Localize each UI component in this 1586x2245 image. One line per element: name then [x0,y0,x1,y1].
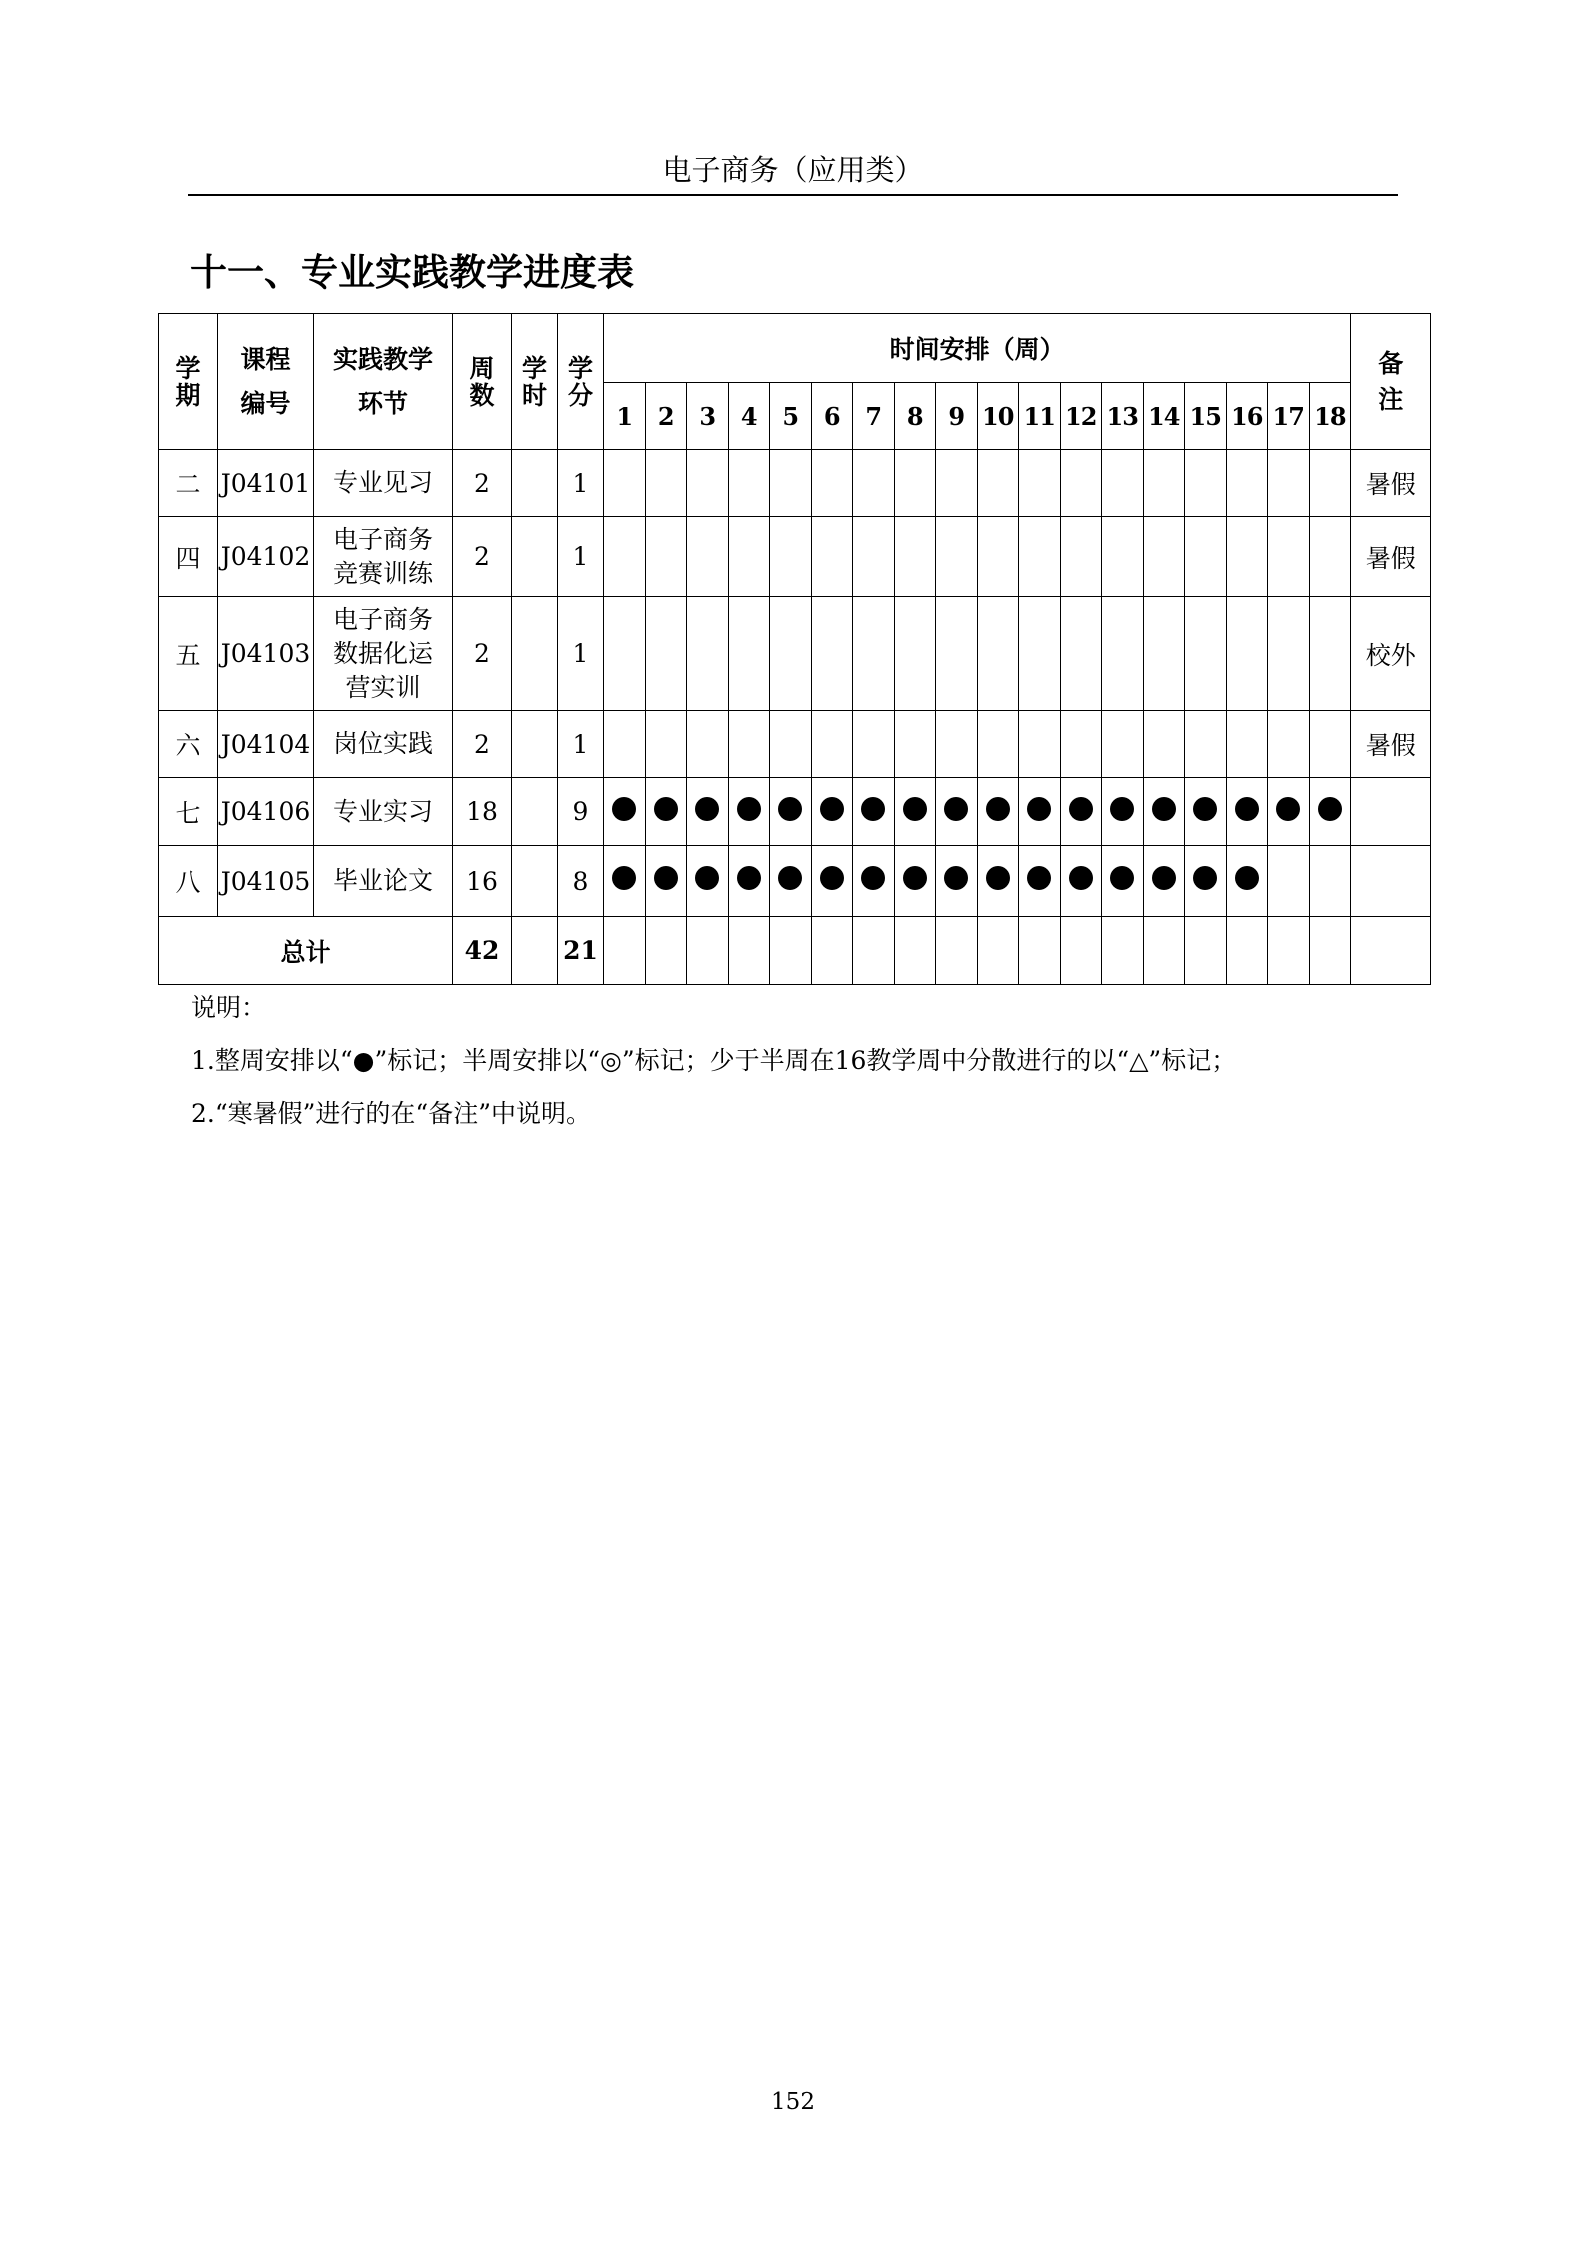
week-cell [811,711,853,778]
week-cell [1019,778,1061,846]
weeks-cell: 2 [453,597,512,711]
code-cell: J04101 [218,450,314,517]
week-cell [645,846,687,917]
weeks-cell: 18 [453,778,512,846]
week-cell [770,917,812,985]
week-cell [853,846,895,917]
week-cell [1060,778,1102,846]
week-cell [936,778,978,846]
week-cell [1019,450,1061,517]
remark-cell: 暑假 [1351,517,1431,597]
week-cell [1268,597,1310,711]
week-cell [645,517,687,597]
week-cell [604,846,646,917]
scheduled-week-dot [695,797,719,821]
week-cell [1060,517,1102,597]
header-code: 课程编号 [218,314,314,450]
header-week-14: 14 [1143,383,1185,450]
header-week-5: 5 [770,383,812,450]
term-cell: 五 [159,597,218,711]
credits-cell: 1 [558,450,604,517]
week-cell [811,517,853,597]
header-week-4: 4 [728,383,770,450]
week-cell [936,711,978,778]
week-cell [770,597,812,711]
week-cell [1268,846,1310,917]
scheduled-week-dot [778,866,802,890]
week-cell [728,846,770,917]
week-cell [1143,711,1185,778]
hours-cell [512,517,558,597]
week-cell [1226,711,1268,778]
week-cell [604,517,646,597]
total-row [159,917,1431,985]
week-cell [1019,917,1061,985]
week-cell [1226,917,1268,985]
header-week-12: 12 [1060,383,1102,450]
week-cell [1019,711,1061,778]
week-cell [811,597,853,711]
table-row [159,597,1431,711]
course-name: 专业见习 [333,468,434,497]
week-cell [1309,917,1351,985]
scheduled-week-dot [903,866,927,890]
week-cell [977,597,1019,711]
scheduled-week-dot [1027,797,1051,821]
hours-cell [512,597,558,711]
notes-label: 说明： [191,993,267,1022]
week-cell [1102,450,1144,517]
header-week-2: 2 [645,383,687,450]
header-course: 实践教学环节 [314,314,453,450]
week-cell [977,517,1019,597]
total-label: 总计 [159,917,453,985]
term-cell: 六 [159,711,218,778]
week-cell [645,917,687,985]
course-name: 电子商务竞赛训练 [333,524,434,588]
week-cell [977,846,1019,917]
header-week-18: 18 [1309,383,1351,450]
code-cell: J04104 [218,711,314,778]
week-cell [687,517,729,597]
header-week-13: 13 [1102,383,1144,450]
scheduled-week-dot [1193,866,1217,890]
table-row [159,846,1431,917]
week-cell [770,778,812,846]
table-row [159,711,1431,778]
remark-cell: 暑假 [1351,711,1431,778]
practice-schedule-table [158,313,1431,985]
course-cell [314,517,453,597]
week-cell [936,517,978,597]
scheduled-week-dot [695,866,719,890]
scheduled-week-dot [861,797,885,821]
week-cell [1268,917,1310,985]
scheduled-week-dot [1193,797,1217,821]
week-cell [1102,517,1144,597]
code-cell: J04105 [218,846,314,917]
header-remark: 备注 [1351,314,1431,450]
total-weeks: 42 [453,917,512,985]
week-cell [894,711,936,778]
week-cell [977,450,1019,517]
week-cell [894,597,936,711]
week-cell [1226,517,1268,597]
scheduled-week-dot [986,797,1010,821]
week-cell [1060,846,1102,917]
course-cell [314,450,453,517]
week-cell [645,597,687,711]
header-credits: 学分 [558,314,604,450]
header-week-16: 16 [1226,383,1268,450]
header-week-10: 10 [977,383,1019,450]
week-cell [645,778,687,846]
week-cell [1102,846,1144,917]
credits-cell: 1 [558,597,604,711]
week-cell [1102,711,1144,778]
week-cell [1185,778,1227,846]
scheduled-week-dot [861,866,885,890]
scheduled-week-dot [1318,797,1342,821]
week-cell [604,450,646,517]
header-week-11: 11 [1019,383,1061,450]
remark-cell [1351,917,1431,985]
week-cell [1102,917,1144,985]
term-cell: 八 [159,846,218,917]
week-cell [770,711,812,778]
week-cell [728,450,770,517]
week-cell [1060,597,1102,711]
header-week-1: 1 [604,383,646,450]
header-week-8: 8 [894,383,936,450]
header-schedule: 时间安排（周） [604,314,1351,383]
week-cell [977,711,1019,778]
scheduled-week-dot [1152,866,1176,890]
page-number: 152 [771,2089,815,2115]
week-cell [936,846,978,917]
scheduled-week-dot [778,797,802,821]
scheduled-week-dot [1069,866,1093,890]
week-cell [1019,597,1061,711]
week-cell [1185,517,1227,597]
week-cell [604,711,646,778]
week-cell [853,711,895,778]
header-week-17: 17 [1268,383,1310,450]
week-cell [1143,917,1185,985]
week-cell [936,597,978,711]
week-cell [770,846,812,917]
credits-cell: 1 [558,711,604,778]
week-cell [811,450,853,517]
scheduled-week-dot [1110,866,1134,890]
header-week-7: 7 [853,383,895,450]
week-cell [1268,517,1310,597]
credits-cell: 9 [558,778,604,846]
scheduled-week-dot [986,866,1010,890]
week-cell [604,597,646,711]
term-cell: 四 [159,517,218,597]
week-cell [770,450,812,517]
header-term: 学期 [159,314,218,450]
week-cell [728,917,770,985]
scheduled-week-dot [1235,866,1259,890]
scheduled-week-dot [1235,797,1259,821]
course-cell [314,711,453,778]
code-cell: J04103 [218,597,314,711]
week-cell [1019,517,1061,597]
term-cell: 七 [159,778,218,846]
remark-cell: 校外 [1351,597,1431,711]
week-cell [1019,846,1061,917]
week-cell [894,517,936,597]
week-cell [1143,517,1185,597]
week-cell [1309,778,1351,846]
week-cell [1185,597,1227,711]
week-cell [1060,711,1102,778]
week-cell [894,450,936,517]
credits-cell: 8 [558,846,604,917]
week-cell [687,711,729,778]
week-cell [604,778,646,846]
week-cell [811,778,853,846]
week-cell [1060,450,1102,517]
weeks-cell: 2 [453,450,512,517]
running-header: 电子商务（应用类） [662,153,924,187]
hours-cell [512,846,558,917]
header-weeks: 周数 [453,314,512,450]
code-cell: J04106 [218,778,314,846]
week-cell [1143,846,1185,917]
week-cell [853,778,895,846]
week-cell [687,917,729,985]
week-cell [687,778,729,846]
course-cell [314,846,453,917]
week-cell [1185,917,1227,985]
week-cell [1309,597,1351,711]
week-cell [1268,778,1310,846]
week-cell [1309,846,1351,917]
scheduled-week-dot [1276,797,1300,821]
week-cell [1060,917,1102,985]
week-cell [1268,450,1310,517]
week-cell [1309,711,1351,778]
weeks-cell: 2 [453,711,512,778]
header-week-9: 9 [936,383,978,450]
scheduled-week-dot [737,797,761,821]
week-cell [894,917,936,985]
week-cell [977,778,1019,846]
week-cell [977,917,1019,985]
week-cell [894,846,936,917]
header-hours: 学时 [512,314,558,450]
scheduled-week-dot [820,866,844,890]
week-cell [1185,450,1227,517]
note-line-1: 1.整周安排以“●”标记；半周安排以“◎”标记；少于半周在16教学周中分散进行的以“△”标记； [191,1046,1237,1075]
week-cell [853,917,895,985]
header-week-6: 6 [811,383,853,450]
course-name: 岗位实践 [333,729,434,758]
course-cell [314,778,453,846]
scheduled-week-dot [737,866,761,890]
scheduled-week-dot [654,797,678,821]
code-cell: J04102 [218,517,314,597]
week-cell [853,597,895,711]
note-line-2: 2.“寒暑假”进行的在“备注”中说明。 [191,1099,591,1128]
week-cell [1102,778,1144,846]
table-row [159,778,1431,846]
week-cell [1185,711,1227,778]
week-cell [1102,597,1144,711]
week-cell [770,517,812,597]
hours-cell [512,711,558,778]
header-week-3: 3 [687,383,729,450]
course-cell [314,597,453,711]
week-cell [1309,517,1351,597]
hours-cell [512,450,558,517]
scheduled-week-dot [1027,866,1051,890]
weeks-cell: 2 [453,517,512,597]
week-cell [687,597,729,711]
scheduled-week-dot [654,866,678,890]
week-cell [811,917,853,985]
scheduled-week-dot [1069,797,1093,821]
week-cell [645,711,687,778]
week-cell [936,917,978,985]
scheduled-week-dot [903,797,927,821]
week-cell [1143,450,1185,517]
week-cell [1268,711,1310,778]
week-cell [853,517,895,597]
week-cell [728,517,770,597]
scheduled-week-dot [820,797,844,821]
weeks-cell: 16 [453,846,512,917]
week-cell [687,450,729,517]
week-cell [1143,597,1185,711]
week-cell [728,597,770,711]
scheduled-week-dot [1152,797,1176,821]
week-cell [1309,450,1351,517]
section-title: 十一、专业实践教学进度表 [190,251,634,294]
course-name: 专业实习 [333,796,434,826]
week-cell [1226,597,1268,711]
remark-cell: 暑假 [1351,450,1431,517]
week-cell [604,917,646,985]
scheduled-week-dot [612,797,636,821]
scheduled-week-dot [612,866,636,890]
term-cell: 二 [159,450,218,517]
week-cell [1185,846,1227,917]
week-cell [1226,778,1268,846]
course-name: 电子商务数据化运营实训 [333,604,434,702]
credits-cell: 1 [558,517,604,597]
week-cell [645,450,687,517]
scheduled-week-dot [944,866,968,890]
remark-cell [1351,846,1431,917]
total-hours [512,917,558,985]
scheduled-week-dot [1110,797,1134,821]
week-cell [936,450,978,517]
hours-cell [512,778,558,846]
week-cell [728,778,770,846]
week-cell [1226,846,1268,917]
table-row [159,450,1431,517]
week-cell [728,711,770,778]
remark-cell [1351,778,1431,846]
header-week-15: 15 [1185,383,1227,450]
week-cell [687,846,729,917]
header-rule [188,194,1398,196]
course-name: 毕业论文 [333,866,434,895]
week-cell [811,846,853,917]
week-cell [1226,450,1268,517]
scheduled-week-dot [944,797,968,821]
table-row [159,517,1431,597]
week-cell [853,450,895,517]
week-cell [1143,778,1185,846]
total-credits: 21 [558,917,604,985]
week-cell [894,778,936,846]
